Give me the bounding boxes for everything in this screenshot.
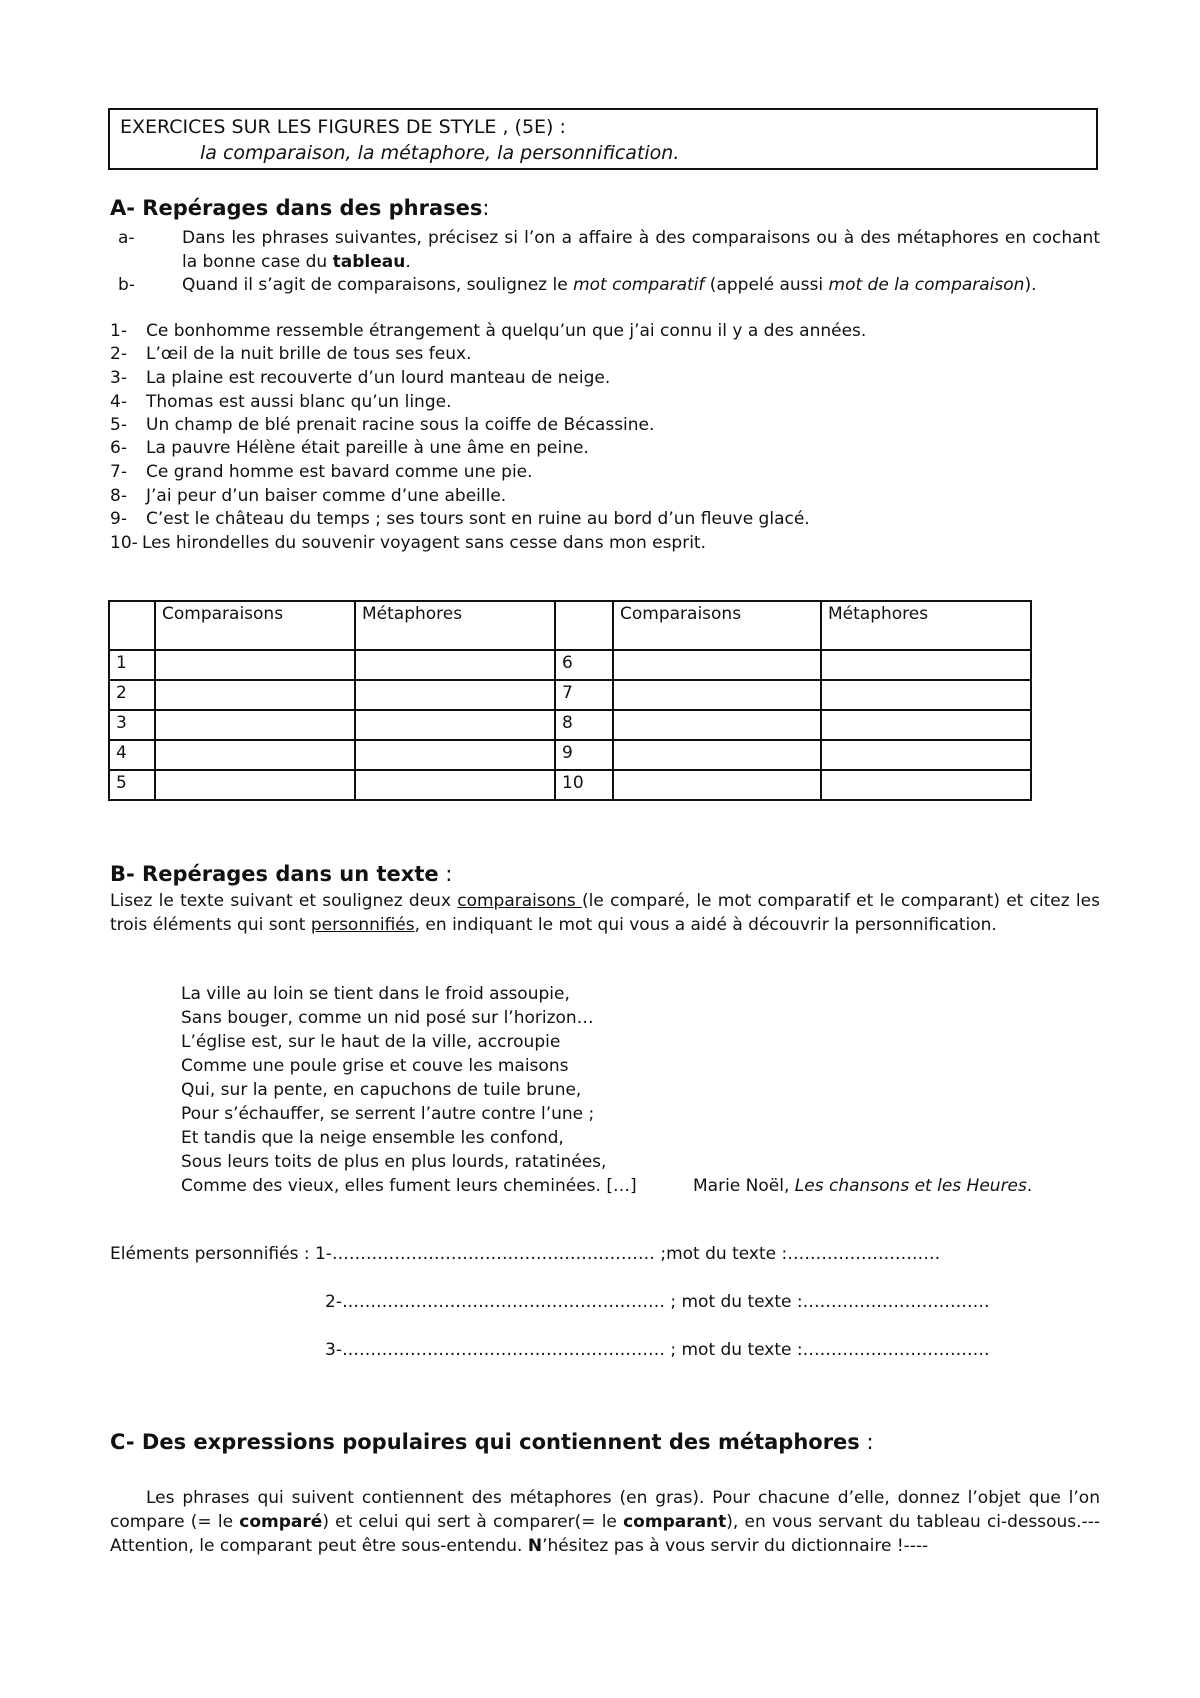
row-number: 2 bbox=[109, 680, 155, 710]
section-b-heading-text: B- Repérages dans un texte bbox=[110, 862, 439, 886]
fill-answer-1[interactable]: 1-………………………………………………… ;mot du texte :……………………… bbox=[314, 1244, 941, 1264]
section-a-heading-colon: : bbox=[482, 196, 490, 220]
section-b-heading bbox=[110, 862, 452, 886]
answer-cell[interactable] bbox=[355, 650, 555, 680]
fill-line-2[interactable]: 2-………………………………………………… ; mot du texte :…………………………… bbox=[325, 1292, 990, 1312]
table-cell bbox=[109, 601, 155, 650]
poem-line: L’église est, sur le haut de la ville, accroupie bbox=[181, 1032, 561, 1052]
instruction-a-label: a- bbox=[118, 228, 135, 248]
answer-cell[interactable] bbox=[355, 710, 555, 740]
row-number: 5 bbox=[109, 770, 155, 800]
sentence-item: 8- J’ai peur d’un baiser comme d’une abeille. bbox=[110, 486, 507, 506]
sentence-item: 5- Un champ de blé prenait racine sous la coiffe de Bécassine. bbox=[110, 415, 655, 435]
instruction-b-text1: Quand il s’agit de comparaisons, soulignez le bbox=[182, 275, 574, 295]
table-header-comparaisons: Comparaisons bbox=[155, 601, 355, 650]
instruction-a bbox=[118, 226, 1100, 274]
fill-line-1 bbox=[110, 1244, 940, 1264]
table-header-metaphores: Métaphores bbox=[355, 601, 555, 650]
row-number: 10 bbox=[555, 770, 613, 800]
poem-line: Sous leurs toits de plus en plus lourds, ratatinées, bbox=[181, 1152, 607, 1172]
row-number: 3 bbox=[109, 710, 155, 740]
section-b-instructions: Lisez le texte suivant et soulignez deux comparaisons (le comparé, le mot comparatif et le comparant) et citez les trois éléments qui sont personnifiés, en indiquant le mot qui vous a aidé à découvrir la personnification. bbox=[110, 891, 1100, 935]
table-header-metaphores: Métaphores bbox=[821, 601, 1031, 650]
sentence-item: 2- L’œil de la nuit brille de tous ses feux. bbox=[110, 344, 472, 364]
row-number: 6 bbox=[555, 650, 613, 680]
answer-cell[interactable] bbox=[613, 710, 821, 740]
sentence-item: 3- La plaine est recouverte d’un lourd manteau de neige. bbox=[110, 368, 611, 388]
sentence-item: 10- Les hirondelles du souvenir voyagent sans cesse dans mon esprit. bbox=[110, 533, 707, 553]
instruction-a-bold: tableau bbox=[332, 252, 406, 272]
answer-cell[interactable] bbox=[821, 650, 1031, 680]
title-subtitle: la comparaison, la métaphore, la personnification. bbox=[200, 142, 680, 164]
section-c-heading bbox=[110, 1430, 874, 1454]
instruction-b bbox=[118, 273, 1100, 297]
poem-line: La ville au loin se tient dans le froid assoupie, bbox=[181, 984, 570, 1004]
sentence-item: 7- Ce grand homme est bavard comme une pie. bbox=[110, 462, 533, 482]
poem-line: Pour s’échauffer, se serrent l’autre contre l’une ; bbox=[181, 1104, 595, 1124]
instruction-a-text: Dans les phrases suivantes, précisez si l’on a affaire à des comparaisons ou à des métaphores en cochant la bonne case du bbox=[182, 228, 1100, 272]
instruction-b-italic1: mot comparatif bbox=[573, 275, 705, 295]
row-number: 9 bbox=[555, 740, 613, 770]
poem-attribution: Marie Noël, Les chansons et les Heures. bbox=[693, 1176, 1033, 1196]
sentence-item: 6- La pauvre Hélène était pareille à une âme en peine. bbox=[110, 438, 589, 458]
title-main: EXERCICES SUR LES FIGURES DE STYLE , (5E) : bbox=[120, 116, 566, 138]
sentence-item: 1- Ce bonhomme ressemble étrangement à quelqu’un que j’ai connu il y a des années. bbox=[110, 321, 867, 341]
section-c-heading-text: C- Des expressions populaires qui contiennent des métaphores bbox=[110, 1430, 860, 1454]
poem-line: Comme une poule grise et couve les maisons bbox=[181, 1056, 569, 1076]
table-row bbox=[109, 740, 1031, 770]
answer-cell[interactable] bbox=[155, 740, 355, 770]
answer-cell[interactable] bbox=[821, 740, 1031, 770]
answer-cell[interactable] bbox=[821, 710, 1031, 740]
fill-label: Eléments personnifiés : bbox=[110, 1244, 315, 1264]
table-row bbox=[109, 680, 1031, 710]
table-row bbox=[109, 770, 1031, 800]
title-box bbox=[108, 108, 1098, 170]
section-a-heading bbox=[110, 196, 489, 220]
instruction-b-text3: ). bbox=[1024, 275, 1037, 295]
sentence-item: 9- C’est le château du temps ; ses tours sont en ruine au bord d’un fleuve glacé. bbox=[110, 509, 810, 529]
section-c-heading-colon: : bbox=[859, 1430, 874, 1454]
table-header-comparaisons: Comparaisons bbox=[613, 601, 821, 650]
row-number: 1 bbox=[109, 650, 155, 680]
answer-cell[interactable] bbox=[155, 650, 355, 680]
row-number: 7 bbox=[555, 680, 613, 710]
instruction-b-italic2: mot de la comparaison bbox=[828, 275, 1025, 295]
row-number: 4 bbox=[109, 740, 155, 770]
answer-table bbox=[108, 600, 1032, 801]
poem-line: Comme des vieux, elles fument leurs cheminées. […] bbox=[181, 1176, 637, 1196]
answer-cell[interactable] bbox=[613, 740, 821, 770]
table-header-row bbox=[109, 601, 1031, 650]
table-row bbox=[109, 710, 1031, 740]
row-number: 8 bbox=[555, 710, 613, 740]
answer-cell[interactable] bbox=[821, 680, 1031, 710]
instruction-b-label: b- bbox=[118, 275, 135, 295]
table-row bbox=[109, 650, 1031, 680]
answer-cell[interactable] bbox=[613, 770, 821, 800]
instruction-b-text2: (appelé aussi bbox=[704, 275, 829, 295]
poem-line: Qui, sur la pente, en capuchons de tuile brune, bbox=[181, 1080, 582, 1100]
answer-cell[interactable] bbox=[155, 680, 355, 710]
section-b-heading-colon: : bbox=[438, 862, 453, 886]
answer-cell[interactable] bbox=[613, 650, 821, 680]
instruction-a-end: . bbox=[405, 252, 411, 272]
table-cell bbox=[555, 601, 613, 650]
answer-cell[interactable] bbox=[155, 710, 355, 740]
answer-cell[interactable] bbox=[355, 770, 555, 800]
fill-line-3[interactable]: 3-………………………………………………… ; mot du texte :…………………………… bbox=[325, 1340, 990, 1360]
answer-cell[interactable] bbox=[155, 770, 355, 800]
poem-line: Sans bouger, comme un nid posé sur l’horizon… bbox=[181, 1008, 594, 1028]
answer-cell[interactable] bbox=[613, 680, 821, 710]
sentence-item: 4- Thomas est aussi blanc qu’un linge. bbox=[110, 392, 452, 412]
answer-cell[interactable] bbox=[355, 740, 555, 770]
poem-line: Et tandis que la neige ensemble les confond, bbox=[181, 1128, 564, 1148]
answer-cell[interactable] bbox=[355, 680, 555, 710]
section-a-heading-text: A- Repérages dans des phrases bbox=[110, 196, 483, 220]
section-c-paragraph: Les phrases qui suivent contiennent des métaphores (en gras). Pour chacune d’elle, donnez l’objet que l’on compare (= le comparé) et celui qui sert à comparer(= le comparant), en vous servant du tableau ci-dessous.---Attention, le comparant peut être sous-entendu. N’hésitez pas à vous servir du dictionnaire !---- bbox=[110, 1488, 1100, 1556]
answer-cell[interactable] bbox=[821, 770, 1031, 800]
